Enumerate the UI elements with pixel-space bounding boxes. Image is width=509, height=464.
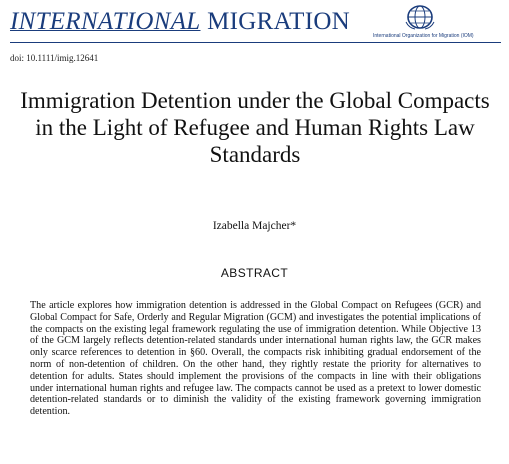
article-title: Immigration Detention under the Global Compacts in the Light of Refugee and Human Rights Law Standards [20,88,490,167]
author-name: Izabella Majcher* [212,220,297,232]
journal-name-rest: MIGRATION [207,8,351,35]
doi[interactable]: doi: 10.1111/imig.12641 [10,53,99,63]
abstract-text: The article explores how immigration detention is addressed in the Global Compact on Refugees (GCR) and Global Compact for Safe, Orderly and Regular Migration (GCM) and investigates the potential implications of the compacts on the existing legal framework regulating the use of immigration detention. While Objective 13 of the GCM largely reflects detention-related standards under international human rights law, the GCR makes only scarce references to detention in §60. Overall, the compacts risk inhibiting gradual endorsement of the norm of non-detention of children. On the other hand, they rightly restate the priority for alternatives to detention for adults. States should implement the provisions of the compacts in line with their obligations under international human rights and refugee law. The compacts cannot be used as a pretext to lower domestic detention-related standards or to diminish the validity of the existing framework governing immigration detention. [30,300,481,418]
iom-globe-logo-icon [403,4,437,30]
journal-name [10,8,350,36]
abstract-heading: ABSTRACT [220,266,289,280]
publisher-caption: International Organization for Migration (IOM) [373,33,474,39]
journal-name-italic: INTERNATIONAL [10,8,201,35]
